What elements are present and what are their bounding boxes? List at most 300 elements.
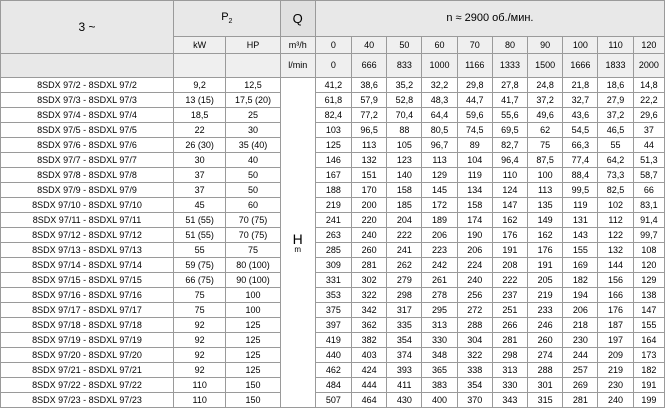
head-value: 464 (352, 393, 387, 408)
head-value: 69,5 (492, 123, 527, 138)
flow-m3h-4: 70 (457, 36, 492, 53)
head-value: 155 (633, 318, 664, 333)
head-value: 64,4 (422, 108, 457, 123)
head-value: 113 (528, 183, 563, 198)
power-hp: 100 (226, 288, 280, 303)
head-value: 61,8 (315, 93, 351, 108)
model-name: 8SDX 97/8 - 8SDXL 97/8 (1, 168, 174, 183)
table-row (1, 363, 665, 378)
head-value: 206 (422, 228, 457, 243)
head-value: 55,6 (492, 108, 527, 123)
head-value: 88,4 (563, 168, 598, 183)
head-value: 46,5 (598, 123, 633, 138)
head-value: 322 (457, 348, 492, 363)
model-name: 8SDX 97/13 - 8SDXL 97/13 (1, 243, 174, 258)
head-value: 317 (387, 303, 422, 318)
table-row (1, 78, 665, 93)
header-row-units-lmin (1, 53, 665, 77)
head-value: 331 (315, 273, 351, 288)
head-value: 64,2 (598, 153, 633, 168)
head-value: 37,2 (598, 108, 633, 123)
head-value: 32,7 (563, 93, 598, 108)
head-value: 298 (387, 288, 422, 303)
head-value: 75 (528, 138, 563, 153)
head-value: 205 (528, 273, 563, 288)
head-value: 309 (315, 258, 351, 273)
head-value: 120 (633, 258, 664, 273)
model-name: 8SDX 97/2 - 8SDXL 97/2 (1, 78, 174, 93)
head-value: 301 (528, 378, 563, 393)
head-value: 158 (457, 198, 492, 213)
head-value: 99,7 (633, 228, 664, 243)
model-name: 8SDX 97/23 - 8SDXL 97/23 (1, 393, 174, 408)
head-value: 281 (492, 333, 527, 348)
power-kw: 13 (15) (174, 93, 226, 108)
head-value: 288 (457, 318, 492, 333)
power-hp: 25 (226, 108, 280, 123)
head-value: 58,7 (633, 168, 664, 183)
head-value: 222 (492, 273, 527, 288)
head-value: 224 (457, 258, 492, 273)
power-hp: 75 (226, 243, 280, 258)
head-value: 298 (492, 348, 527, 363)
table-row (1, 108, 665, 123)
model-name: 8SDX 97/19 - 8SDXL 97/19 (1, 333, 174, 348)
head-value: 14,8 (633, 78, 664, 93)
table-row (1, 213, 665, 228)
head-value: 375 (315, 303, 351, 318)
head-value: 96,5 (352, 123, 387, 138)
head-value: 230 (598, 378, 633, 393)
head-value: 129 (633, 273, 664, 288)
head-value: 288 (528, 363, 563, 378)
head-value: 251 (492, 303, 527, 318)
head-value: 278 (422, 288, 457, 303)
head-value: 315 (528, 393, 563, 408)
head-value: 70,4 (387, 108, 422, 123)
head-value: 191 (528, 258, 563, 273)
phase-header: 3 ~ (1, 1, 174, 54)
head-value: 197 (598, 333, 633, 348)
head-value: 397 (315, 318, 351, 333)
head-value: 354 (387, 333, 422, 348)
flow-m3h-3: 60 (422, 36, 457, 53)
head-value: 484 (315, 378, 351, 393)
head-value: 382 (352, 333, 387, 348)
power-kw: 110 (174, 393, 226, 408)
flow-m3h-0: 0 (315, 36, 351, 53)
head-value: 144 (598, 258, 633, 273)
head-value: 18,6 (598, 78, 633, 93)
head-value: 370 (457, 393, 492, 408)
head-value: 190 (457, 228, 492, 243)
head-value: 263 (315, 228, 351, 243)
head-value: 138 (633, 288, 664, 303)
head-value: 462 (315, 363, 351, 378)
model-name: 8SDX 97/11 - 8SDXL 97/11 (1, 213, 174, 228)
head-value: 104 (457, 153, 492, 168)
head-value: 147 (492, 198, 527, 213)
flow-m3h-1: 40 (352, 36, 387, 53)
head-value: 73,3 (598, 168, 633, 183)
head-value: 66,3 (563, 138, 598, 153)
power-kw: 92 (174, 333, 226, 348)
table-row (1, 333, 665, 348)
head-value: 83,1 (633, 198, 664, 213)
head-value: 147 (633, 303, 664, 318)
power-hp: 50 (226, 183, 280, 198)
head-value: 272 (457, 303, 492, 318)
head-value: 209 (598, 348, 633, 363)
head-value: 219 (528, 288, 563, 303)
power-hp: 150 (226, 378, 280, 393)
head-value: 257 (563, 363, 598, 378)
power-hp: 150 (226, 393, 280, 408)
head-value: 22,2 (633, 93, 664, 108)
power-hp: 70 (75) (226, 213, 280, 228)
hp-header-spacer (226, 53, 280, 77)
head-value: 82,5 (598, 183, 633, 198)
head-value: 266 (492, 318, 527, 333)
head-value: 393 (387, 363, 422, 378)
head-value: 330 (492, 378, 527, 393)
head-value: 57,9 (352, 93, 387, 108)
head-value: 200 (352, 198, 387, 213)
head-value: 261 (422, 273, 457, 288)
power-kw: 51 (55) (174, 228, 226, 243)
head-value: 182 (633, 363, 664, 378)
power-hp: 35 (40) (226, 138, 280, 153)
model-name: 8SDX 97/7 - 8SDXL 97/7 (1, 153, 174, 168)
head-value: 411 (387, 378, 422, 393)
table-row (1, 93, 665, 108)
head-value: 176 (528, 243, 563, 258)
table-row (1, 318, 665, 333)
flow-lmin-0: 0 (315, 53, 351, 77)
model-name: 8SDX 97/16 - 8SDXL 97/16 (1, 288, 174, 303)
flow-m3h-6: 90 (528, 36, 563, 53)
head-value: 35,2 (387, 78, 422, 93)
power-hp: 90 (100) (226, 273, 280, 288)
head-value: 156 (598, 273, 633, 288)
head-value: 62 (528, 123, 563, 138)
power-kw: 75 (174, 288, 226, 303)
head-value: 124 (492, 183, 527, 198)
power-hp: 70 (75) (226, 228, 280, 243)
head-value: 108 (633, 243, 664, 258)
flow-lmin-9: 2000 (633, 53, 664, 77)
power-hp: 30 (226, 123, 280, 138)
head-value: 27,8 (492, 78, 527, 93)
power-hp: 60 (226, 198, 280, 213)
head-value: 342 (352, 303, 387, 318)
head-value: 122 (598, 228, 633, 243)
head-value: 132 (598, 243, 633, 258)
head-value: 162 (528, 228, 563, 243)
head-value: 49,6 (528, 108, 563, 123)
head-value: 220 (352, 213, 387, 228)
head-value: 134 (457, 183, 492, 198)
flow-lmin-1: 666 (352, 53, 387, 77)
head-value: 52,8 (387, 93, 422, 108)
head-value: 89 (457, 138, 492, 153)
head-value: 176 (492, 228, 527, 243)
power-kw: 59 (75) (174, 258, 226, 273)
head-value: 59,6 (457, 108, 492, 123)
head-value: 82,7 (492, 138, 527, 153)
head-value: 281 (563, 393, 598, 408)
head-value: 348 (422, 348, 457, 363)
head-value: 80,5 (422, 123, 457, 138)
head-value: 132 (352, 153, 387, 168)
head-value: 119 (563, 198, 598, 213)
head-value: 194 (563, 288, 598, 303)
head-label: H (292, 230, 303, 247)
power-kw: 51 (55) (174, 213, 226, 228)
head-value: 169 (563, 258, 598, 273)
model-name: 8SDX 97/6 - 8SDXL 97/6 (1, 138, 174, 153)
table-row (1, 303, 665, 318)
power-hp: 125 (226, 363, 280, 378)
head-value: 48,3 (422, 93, 457, 108)
head-value: 440 (315, 348, 351, 363)
head-value: 354 (457, 378, 492, 393)
power-kw: 37 (174, 183, 226, 198)
head-value: 91,4 (633, 213, 664, 228)
p2-subscript: 2 (228, 18, 233, 26)
head-value: 145 (422, 183, 457, 198)
head-value: 219 (315, 198, 351, 213)
head-value: 260 (352, 243, 387, 258)
head-value: 158 (387, 183, 422, 198)
power-kw: 37 (174, 168, 226, 183)
head-value: 41,7 (492, 93, 527, 108)
head-value: 241 (387, 243, 422, 258)
head-value: 362 (352, 318, 387, 333)
head-value: 176 (598, 303, 633, 318)
head-value: 295 (422, 303, 457, 318)
p2-label: P (221, 11, 229, 24)
table-row (1, 273, 665, 288)
head-unit: m (294, 244, 302, 254)
head-value: 129 (422, 168, 457, 183)
model-name: 8SDX 97/10 - 8SDXL 97/10 (1, 198, 174, 213)
head-value: 279 (387, 273, 422, 288)
head-value: 189 (422, 213, 457, 228)
q-unit-m3h: m³/h (280, 36, 315, 53)
head-value: 125 (315, 138, 351, 153)
head-value: 313 (422, 318, 457, 333)
table-row (1, 168, 665, 183)
flow-m3h-9: 120 (633, 36, 664, 53)
flow-lmin-3: 1000 (422, 53, 457, 77)
head-value: 77,4 (563, 153, 598, 168)
head-value: 400 (422, 393, 457, 408)
flow-m3h-2: 50 (387, 36, 422, 53)
head-value: 191 (633, 378, 664, 393)
header-row-top (1, 1, 665, 37)
power-kw: 45 (174, 198, 226, 213)
head-value: 32,2 (422, 78, 457, 93)
head-value: 230 (563, 333, 598, 348)
head-value: 383 (422, 378, 457, 393)
model-name: 8SDX 97/14 - 8SDXL 97/14 (1, 258, 174, 273)
kw-header-spacer (174, 53, 226, 77)
head-value: 87,5 (528, 153, 563, 168)
kw-header: kW (174, 36, 226, 53)
table-row (1, 153, 665, 168)
head-value: 374 (387, 348, 422, 363)
head-value: 419 (315, 333, 351, 348)
table-row (1, 378, 665, 393)
head-value: 262 (387, 258, 422, 273)
head-value: 170 (352, 183, 387, 198)
head-value: 113 (352, 138, 387, 153)
head-value: 149 (528, 213, 563, 228)
head-value: 188 (315, 183, 351, 198)
power-kw: 18,5 (174, 108, 226, 123)
head-value: 246 (528, 318, 563, 333)
head-value: 219 (598, 363, 633, 378)
table-row (1, 123, 665, 138)
head-value: 241 (315, 213, 351, 228)
head-value: 322 (352, 288, 387, 303)
head-value: 55 (598, 138, 633, 153)
head-value: 223 (422, 243, 457, 258)
head-value: 44 (633, 138, 664, 153)
head-value: 424 (352, 363, 387, 378)
head-value: 338 (457, 363, 492, 378)
table-row (1, 243, 665, 258)
model-name: 8SDX 97/17 - 8SDXL 97/17 (1, 303, 174, 318)
model-name: 8SDX 97/5 - 8SDXL 97/5 (1, 123, 174, 138)
head-value: 330 (422, 333, 457, 348)
head-value: 37,2 (528, 93, 563, 108)
head-value: 430 (387, 393, 422, 408)
head-value: 164 (633, 333, 664, 348)
table-row (1, 138, 665, 153)
head-value: 162 (492, 213, 527, 228)
flow-lmin-7: 1666 (563, 53, 598, 77)
power-hp: 17,5 (20) (226, 93, 280, 108)
head-value: 335 (387, 318, 422, 333)
model-name: 8SDX 97/3 - 8SDXL 97/3 (1, 93, 174, 108)
head-value: 353 (315, 288, 351, 303)
power-hp: 40 (226, 153, 280, 168)
table-row (1, 258, 665, 273)
power-hp: 12,5 (226, 78, 280, 93)
head-value: 44,7 (457, 93, 492, 108)
power-kw: 22 (174, 123, 226, 138)
head-value: 41,2 (315, 78, 351, 93)
flow-lmin-8: 1833 (598, 53, 633, 77)
head-value: 240 (598, 393, 633, 408)
flow-lmin-6: 1500 (528, 53, 563, 77)
head-value: 403 (352, 348, 387, 363)
head-value: 206 (563, 303, 598, 318)
head-value: 343 (492, 393, 527, 408)
head-value: 51,3 (633, 153, 664, 168)
power-kw: 75 (174, 303, 226, 318)
head-value: 131 (563, 213, 598, 228)
power-kw: 92 (174, 348, 226, 363)
head-value: 143 (563, 228, 598, 243)
head-value: 206 (457, 243, 492, 258)
power-kw: 92 (174, 318, 226, 333)
head-value: 103 (315, 123, 351, 138)
q-unit-lmin: l/min (280, 53, 315, 77)
head-value: 244 (563, 348, 598, 363)
head-value: 166 (598, 288, 633, 303)
head-value: 102 (598, 198, 633, 213)
head-value: 256 (457, 288, 492, 303)
table-row (1, 183, 665, 198)
head-value: 204 (387, 213, 422, 228)
flow-m3h-5: 80 (492, 36, 527, 53)
hp-header: HP (226, 36, 280, 53)
head-value: 29,8 (457, 78, 492, 93)
head-value: 281 (352, 258, 387, 273)
head-value: 199 (633, 393, 664, 408)
q-header: Q (280, 1, 315, 37)
model-name: 8SDX 97/21 - 8SDXL 97/21 (1, 363, 174, 378)
head-value: 191 (492, 243, 527, 258)
power-kw: 66 (75) (174, 273, 226, 288)
flow-m3h-7: 100 (563, 36, 598, 53)
power-hp: 50 (226, 168, 280, 183)
head-value: 88 (387, 123, 422, 138)
head-value: 507 (315, 393, 351, 408)
power-kw: 92 (174, 363, 226, 378)
head-value: 187 (598, 318, 633, 333)
head-value: 173 (633, 348, 664, 363)
head-value: 96,7 (422, 138, 457, 153)
power-hp: 125 (226, 318, 280, 333)
model-name: 8SDX 97/18 - 8SDXL 97/18 (1, 318, 174, 333)
head-value: 100 (528, 168, 563, 183)
power-kw: 30 (174, 153, 226, 168)
head-value: 182 (563, 273, 598, 288)
head-value: 24,8 (528, 78, 563, 93)
head-value: 21,8 (563, 78, 598, 93)
head-value: 119 (457, 168, 492, 183)
head-value: 444 (352, 378, 387, 393)
power-kw: 9,2 (174, 78, 226, 93)
head-value: 74,5 (457, 123, 492, 138)
power-kw: 55 (174, 243, 226, 258)
model-name: 8SDX 97/4 - 8SDXL 97/4 (1, 108, 174, 123)
power-hp: 80 (100) (226, 258, 280, 273)
head-value: 304 (457, 333, 492, 348)
head-value: 233 (528, 303, 563, 318)
head-value: 185 (387, 198, 422, 213)
table-row (1, 198, 665, 213)
flow-m3h-8: 110 (598, 36, 633, 53)
power-hp: 100 (226, 303, 280, 318)
head-value: 240 (352, 228, 387, 243)
table-row (1, 348, 665, 363)
model-name: 8SDX 97/20 - 8SDXL 97/20 (1, 348, 174, 363)
head-value: 146 (315, 153, 351, 168)
head-value: 285 (315, 243, 351, 258)
head-value: 38,6 (352, 78, 387, 93)
head-value: 113 (422, 153, 457, 168)
model-name: 8SDX 97/15 - 8SDXL 97/15 (1, 273, 174, 288)
head-value: 174 (457, 213, 492, 228)
table-row (1, 228, 665, 243)
head-value: 123 (387, 153, 422, 168)
head-value: 112 (598, 213, 633, 228)
